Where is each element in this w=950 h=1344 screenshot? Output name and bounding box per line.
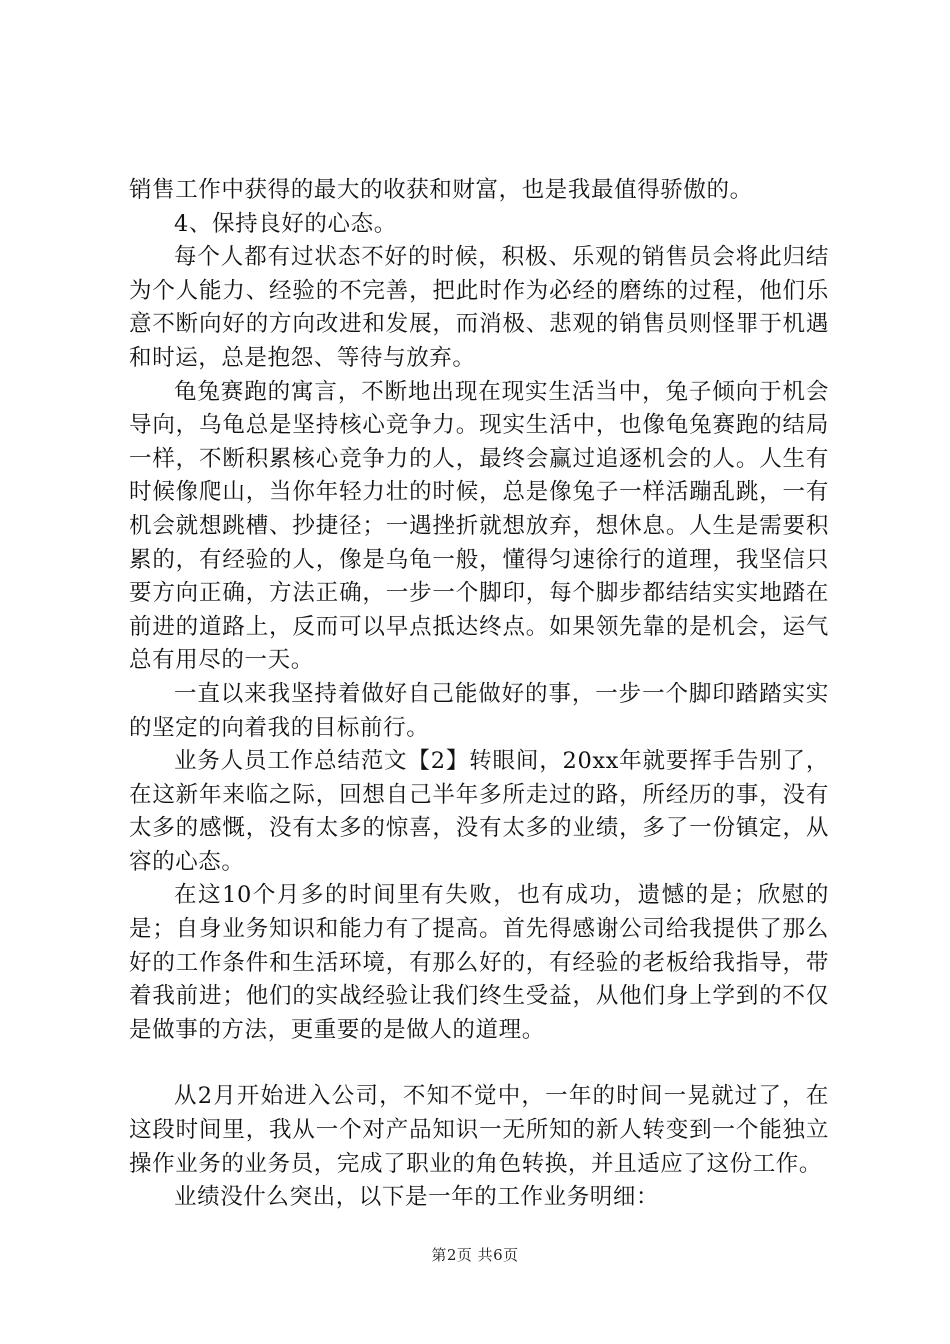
paragraph-persistence: 一直以来我坚持着做好自己能做好的事，一步一个脚印踏踏实实的坚定的向着我的目标前行。 [129,680,829,741]
paragraph-continuation: 销售工作中获得的最大的收获和财富，也是我最值得骄傲的。 [129,177,753,203]
page-number-footer: 第2页 共6页 [431,1246,519,1264]
paragraph-joined-company: 从2月开始进入公司，不知不觉中，一年的时间一晃就过了，在这段时间里，我从一个对产品知识一无所知的新人转变到一个能独立操作业务的业务员，完成了职业的角色转换，并且适应了这份工作。 [129,1083,829,1177]
paragraph-ten-months: 在这10个月多的时间里有失败，也有成功，遗憾的是；欣慰的是；自身业务知识和能力有了提高。首先得感谢公司给我提供了那么好的工作条件和生活环境，有那么好的，有经验的老板给我指导，带着我前进；他们的实战经验让我们终生受益，从他们身上学到的不仅是做事的方法，更重要的是做人的道理。 [129,882,829,1043]
paragraph-performance-details: 业绩没什么突出，以下是一年的工作业务明细： [174,1184,660,1211]
document-body [129,174,829,1215]
paragraph-attitude: 每个人都有过状态不好的时候，积极、乐观的销售员会将此归结为个人能力、经验的不完善，把此时作为必经的磨练的过程，他们乐意不断向好的方向改进和发展，而消极、悲观的销售员则怪罪于机遇和时运，总是抱怨、等待与放弃。 [129,244,829,371]
paragraph-spacer [129,1047,829,1080]
paragraph-tortoise-hare: 龟兔赛跑的寓言，不断地出现在现实生活当中，兔子倾向于机会导向，乌龟总是坚持核心竞争力。现实生活中，也像龟兔赛跑的结局一样，不断积累核心竞争力的人，最终会赢过追逐机会的人。人生有时候像爬山，当你年轻力壮的时候，总是像兔子一样活蹦乱跳，一有机会就想跳槽、抄捷径；一遇挫折就想放弃，想休息。人生是需要积累的，有经验的人，像是乌龟一般，懂得匀速徐行的道理，我坚信只要方向正确，方法正确，一步一个脚印，每个脚步都结结实实地踏在前进的道路上，反而可以早点抵达终点。如果领先靠的是机会，运气总有用尽的一天。 [129,378,829,674]
paragraph-sample-2-intro: 业务人员工作总结范文【2】转眼间，20xx年就要挥手告别了，在这新年来临之际，回想自己半年多所走过的路，所经历的事，没有太多的感慨，没有太多的惊喜，没有太多的业绩，多了一份镇定，从容的心态。 [129,748,829,875]
section-heading-mindset: 4、保持良好的心态。 [174,210,397,237]
